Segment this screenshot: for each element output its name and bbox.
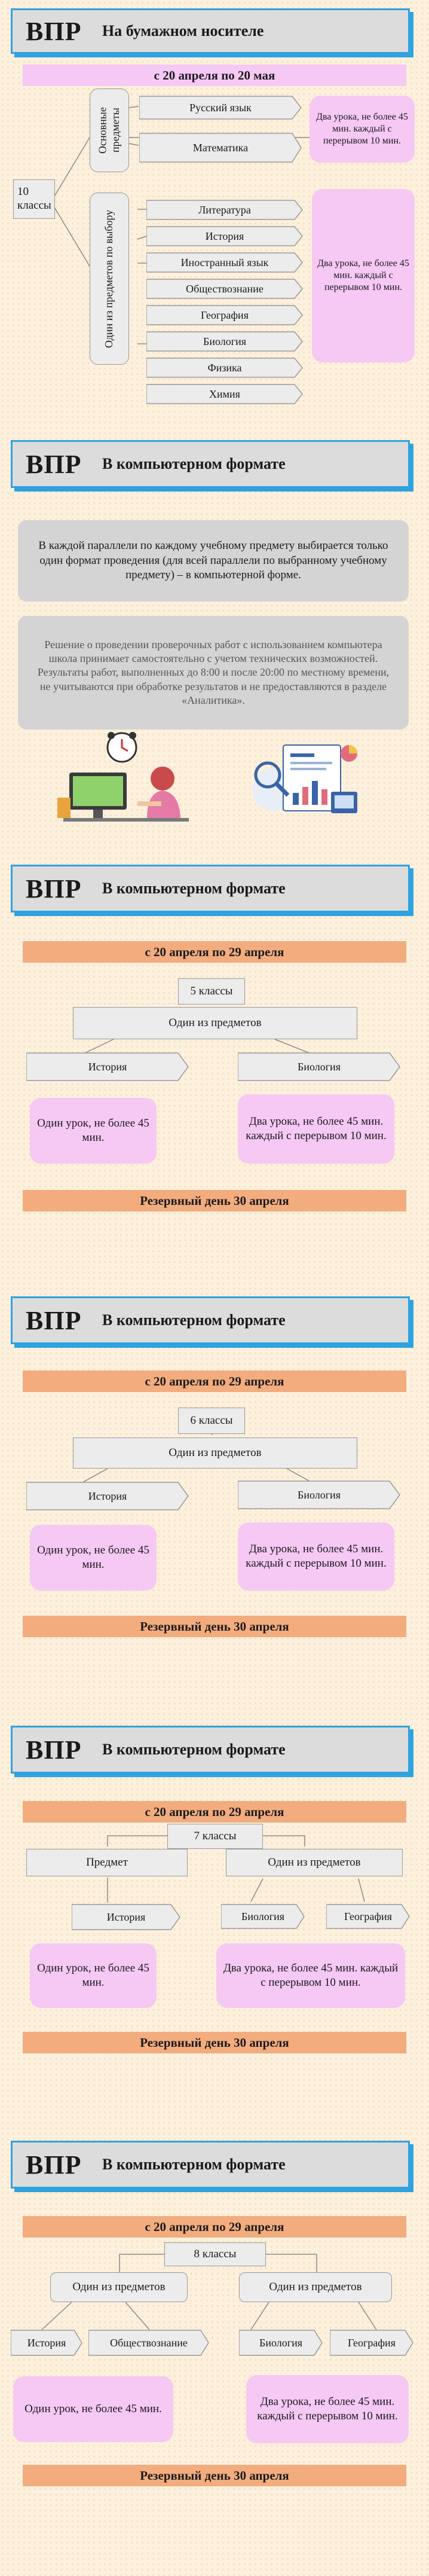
- subject-geography: [330, 2330, 413, 2356]
- subject-label: Биология: [259, 2336, 302, 2349]
- subject-label: Физика: [207, 361, 242, 374]
- header-grade8: [11, 2141, 410, 2189]
- dates-band: с 20 апреля по 29 апреля: [23, 941, 406, 963]
- subject-history: [26, 1482, 189, 1510]
- header-title: В компьютерном формате: [102, 880, 286, 897]
- header-vpr: ВПР: [26, 449, 82, 479]
- subject-geography: [326, 1904, 410, 1929]
- header-title: В компьютерном формате: [102, 1741, 286, 1758]
- header-title: В компьютерном формате: [102, 1311, 286, 1329]
- subject-label: История: [88, 1060, 127, 1073]
- note-one-lesson: Один урок, не более 45 мин.: [13, 2376, 173, 2442]
- subject-fixed-box: Предмет: [26, 1849, 188, 1876]
- subject-label: Химия: [209, 387, 240, 400]
- subject-foreign-lang: [146, 252, 303, 273]
- reserve-day-band: Резервный день 30 апреля: [23, 2465, 406, 2486]
- grade-box: 5 классы: [178, 978, 245, 1005]
- subject-biology: [238, 1052, 400, 1081]
- subject-label: География: [348, 2336, 396, 2349]
- header-computer: [11, 440, 410, 488]
- header-title: На бумажном носителе: [102, 22, 264, 39]
- subject-biology: [221, 1904, 305, 1929]
- note-one-lesson: Один урок, не более 45 мин.: [30, 1943, 157, 2008]
- subject-history: [26, 1052, 189, 1081]
- header-title: В компьютерном формате: [102, 2156, 286, 2173]
- subject-physics: [146, 358, 303, 378]
- header-vpr: ВПР: [26, 874, 82, 904]
- subject-social: [88, 2330, 209, 2356]
- note-two-lessons: Два урока, не более 45 мин. каждый с перерывом 10 мин.: [246, 2375, 409, 2443]
- subject-social: [146, 279, 303, 299]
- subject-label: История: [88, 1490, 127, 1502]
- subject-label: Иностранный язык: [180, 256, 269, 268]
- choice-box: Один из предметов: [73, 1007, 357, 1039]
- grade-box: 10 классы: [13, 179, 55, 219]
- subject-label: История: [205, 230, 244, 242]
- subject-biology: [238, 1481, 400, 1509]
- subject-russian: [139, 96, 302, 120]
- header-grade5: [11, 865, 410, 912]
- analytics-illustration: [241, 735, 367, 823]
- dates-band: с 20 апреля по 29 апреля: [23, 2216, 406, 2238]
- header-grade7: [11, 1726, 410, 1774]
- subject-label: Биология: [297, 1488, 341, 1501]
- subject-label: Биология: [203, 335, 246, 347]
- dates-band: с 20 апреля по 29 апреля: [23, 1801, 406, 1823]
- decision-text: Решение о проведении проверочных работ с использованием компьютера школа принимает самостоятельно с учетом технических возможностей. Результаты работ, выполненных до 8:00 и после 20:00 по местному времени, не учитываются при обработке результатов и не предоставляются в разделе «Аналитика».: [18, 616, 409, 730]
- header-title: В компьютерном формате: [102, 455, 286, 472]
- reserve-day-band: Резервный день 30 апреля: [23, 1616, 406, 1637]
- grade-box: 7 классы: [167, 1824, 263, 1849]
- subject-history: [146, 226, 303, 246]
- subject-geography: [146, 305, 303, 325]
- subject-label: География: [344, 1910, 392, 1922]
- grade-box: 6 классы: [178, 1408, 245, 1434]
- main-subjects-group: Основные предметы: [90, 88, 129, 172]
- reserve-day-band: Резервный день 30 апреля: [23, 1190, 406, 1211]
- note-two-lessons: Два урока, не более 45 мин. каждый с перерывом 10 мин.: [238, 1094, 394, 1164]
- subject-label: Обществознание: [110, 2336, 188, 2349]
- header-vpr: ВПР: [26, 2150, 82, 2180]
- elective-subjects-group: Один из предметов по выбору: [90, 193, 129, 365]
- subject-label: Биология: [297, 1060, 341, 1073]
- subject-biology: [146, 331, 303, 352]
- choice-box: Один из предметов: [226, 1849, 403, 1876]
- subject-label: Русский язык: [189, 101, 252, 114]
- header-vpr: ВПР: [26, 1735, 82, 1765]
- note-one-lesson: Один урок, не более 45 мин.: [30, 1525, 157, 1591]
- note-one-lesson: Один урок, не более 45 мин.: [30, 1098, 157, 1164]
- header-vpr: ВПР: [26, 1305, 82, 1335]
- subject-literature: [146, 200, 303, 220]
- note-two-lessons: Два урока, не более 45 мин. каждый с перерывом 10 мин.: [216, 1943, 405, 2008]
- person-at-computer-illustration: [57, 731, 195, 826]
- subject-biology: [239, 2330, 323, 2356]
- elective-note: Два урока, не более 45 мин. каждый с перерывом 10 мин.: [312, 189, 415, 362]
- main-note: Два урока, не более 45 мин. каждый с перерывом 10 мин.: [310, 96, 415, 163]
- subject-label: История: [27, 2336, 66, 2349]
- reserve-day-band: Резервный день 30 апреля: [23, 2032, 406, 2053]
- header-vpr: ВПР: [26, 16, 82, 46]
- subject-label: Математика: [192, 141, 249, 154]
- subject-chemistry: [146, 384, 303, 404]
- subject-label: Обществознание: [186, 282, 263, 295]
- choice-box-right: Один из предметов: [239, 2272, 392, 2302]
- format-text: В каждой параллели по каждому учебному предмету выбирается только один формат проведения (для всей параллели по выбранному учебному предмету) – в компьютерной форме.: [18, 520, 409, 602]
- grade-box: 8 классы: [164, 2242, 266, 2266]
- dates-band: с 20 апреля по 29 апреля: [23, 1371, 406, 1392]
- subject-history: [11, 2330, 82, 2356]
- dates-band: с 20 апреля по 20 мая: [23, 65, 406, 86]
- subject-history: [72, 1904, 180, 1930]
- subject-label: Биология: [241, 1910, 284, 1922]
- subject-label: Литература: [198, 203, 251, 216]
- choice-box: Один из предметов: [73, 1437, 357, 1469]
- choice-box-left: Один из предметов: [50, 2272, 188, 2302]
- subject-label: История: [106, 1910, 146, 1923]
- header-grade6: [11, 1296, 410, 1344]
- subject-math: [139, 133, 302, 163]
- subject-label: География: [201, 309, 249, 321]
- note-two-lessons: Два урока, не более 45 мин. каждый с перерывом 10 мин.: [238, 1522, 394, 1591]
